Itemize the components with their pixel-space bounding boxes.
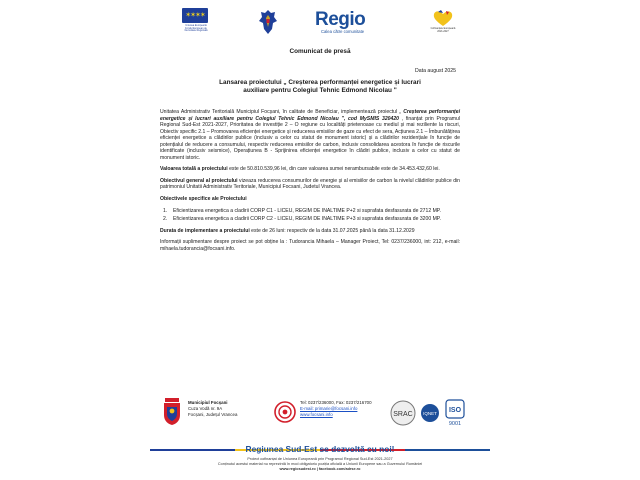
development-logo-icon: [274, 401, 296, 423]
romania-caption: Cofinanțare Europeană 2021-2027: [430, 27, 456, 33]
website-link[interactable]: www.focsani.info: [300, 412, 333, 417]
value-paragraph: Valoarea totală a proiectului este de 50.810.539,96 lei, din care valoarea sumei nerambursabile este de 34.453.432,60 lei.: [160, 166, 440, 173]
contact-block: [300, 400, 372, 418]
general-objective-paragraph: Obiectivul general al proiectului vizeaza reducerea consumurilor de energie și al emisiilor de carbon la nivelul clădirilor publice din patrimoniul Unitatii Administrativ Teritoriale, Municipiul Focsani, Judetul Vrancea.: [160, 177, 460, 191]
subject-heading: [180, 79, 460, 95]
contact-phone: Tel: 0237/236000, Fax: 0237/216700: [300, 400, 372, 405]
contact-email-link[interactable]: E-mail: primarie@focsani.info: [300, 406, 358, 411]
regio-website-line: www.regiosudest.ro | facebook.com/adrse.ro: [279, 467, 361, 471]
regio-tagline: Calea către comunitate: [321, 29, 365, 34]
svg-text:SRAC: SRAC: [393, 411, 413, 418]
specific-objectives-heading: Obiectivele specifice ale Proiectului: [160, 196, 247, 203]
subject-line-1: Lansarea proiectului „ Creșterea performanței energetice și lucrari: [219, 79, 421, 86]
focsani-crest-icon: [162, 398, 182, 426]
project-title: Creșterea performanței energetice și lucrari auxiliare pentru Colegiul Tehnic Edmond Nicolau ", cod MySMIS 320420: [160, 109, 461, 122]
eu-logo: [182, 8, 212, 33]
document-date: Data august 2025: [415, 68, 456, 74]
eu-caption: Uniunea Europeană Fondul European de Dezvoltare Regională: [184, 24, 208, 33]
svg-text:ISO: ISO: [448, 407, 462, 414]
objectives-list: [160, 208, 460, 223]
romanian-government-crest-icon: [258, 9, 278, 35]
subject-line-2: auxiliare pentru Colegiul Tehnic Edmond Nicolau ": [243, 87, 397, 94]
disclaimer: Proiect cofinanțat de Uniunea Europeană prin Programul Regional Sud-Est 2021-2027 Conținutul acestui material nu reprezintă în mod obligatoriu poziția oficială a Uniunii Europene sau a Guvernului României www.regiosudest.ro | facebook.com/adrse.ro: [170, 457, 470, 472]
contact-info-paragraph: Informații suplimentare despre proiect se pot obține la : Tudorancia Mihaela – Manager Proiect, Tel: 0237/236000, int: 212, e-mail: mihaela.tudorancia@focsani.info.: [160, 239, 460, 252]
municipality-info: Municipiul Focșani Cuza Vodă nr. 9A Focșani, Județul Vrancea: [188, 400, 238, 417]
header-logos: [150, 8, 490, 38]
svg-text:IQNET: IQNET: [423, 411, 437, 416]
regional-slogan: Regiunea Sud-Est se dezvoltă cu noi!: [245, 444, 395, 454]
eu-flag-icon: ✶✶✶✶: [182, 8, 208, 23]
regio-wordmark: Regio: [315, 9, 366, 30]
press-release-page: [150, 0, 490, 480]
document-body: [160, 109, 460, 257]
page-title: Comunicat de presă: [289, 48, 351, 55]
romania-heart-icon: [428, 8, 458, 28]
svg-text:9001: 9001: [448, 421, 462, 427]
srac-certification-icon: [390, 400, 416, 426]
romania-cofinancing-logo: [428, 8, 458, 36]
intro-paragraph: Unitatea Administrativ Teritorială Municipiul Focșani, în calitate de Beneficiar, implementează proiectul „ Creșterea performanței energetice și lucrari auxiliare pentru Colegiul Tehnic Edmond Nicolau ", cod MySMIS 320420 , finanțat prin Programul Regional Sud-Est 2021-2027, Prioritatea de investiție 2 – O regiune cu localități prietenoase cu mediul și mai reziliente la riscuri, Obiectiv specific 2.1 – Promovarea eficienței energetice și reducerea emisiilor de gaze cu efect de sera, Acțiunea 2.1 – Îmbunătățirea eficienței energetice a clădirilor publice (inclusiv a celor cu statut de monument istoric) și a clădirilor rezidențiale în funcție de potențialul de reducere a consumului, respectiv reducerea emisiilor de carbon, inclusiv consolidarea acestora în funcție de riscurile identificate (inclusiv seismice), Operațiunea B - Sprijinirea eficienței energetice în clădiri publice, inclusiv a celor cu statut de monument istoric.: [160, 109, 461, 161]
duration-paragraph: Durata de implementare a proiectului este de 26 luni: respectiv de la data 31.07.2025 până la data 31.12.2029: [160, 227, 415, 234]
iso-certification-icon: [444, 399, 466, 427]
list-item: 1. Eficientizarea energetica a cladirii CORP C1 - LICEU, REGIM DE INALTIME P+2 si suprafata desfasurata de 2712 MP.: [163, 207, 441, 214]
color-strip: [150, 438, 490, 440]
list-item: 2. Eficientizarea energetica a cladirii CORP C2 - LICEU, REGIM DE INALTIME P+3 si suprafata desfasurata de 3200 MP.: [163, 216, 441, 223]
regio-logo: [315, 10, 375, 38]
iqnet-icon: [420, 403, 440, 423]
footer-logos: [150, 398, 490, 438]
